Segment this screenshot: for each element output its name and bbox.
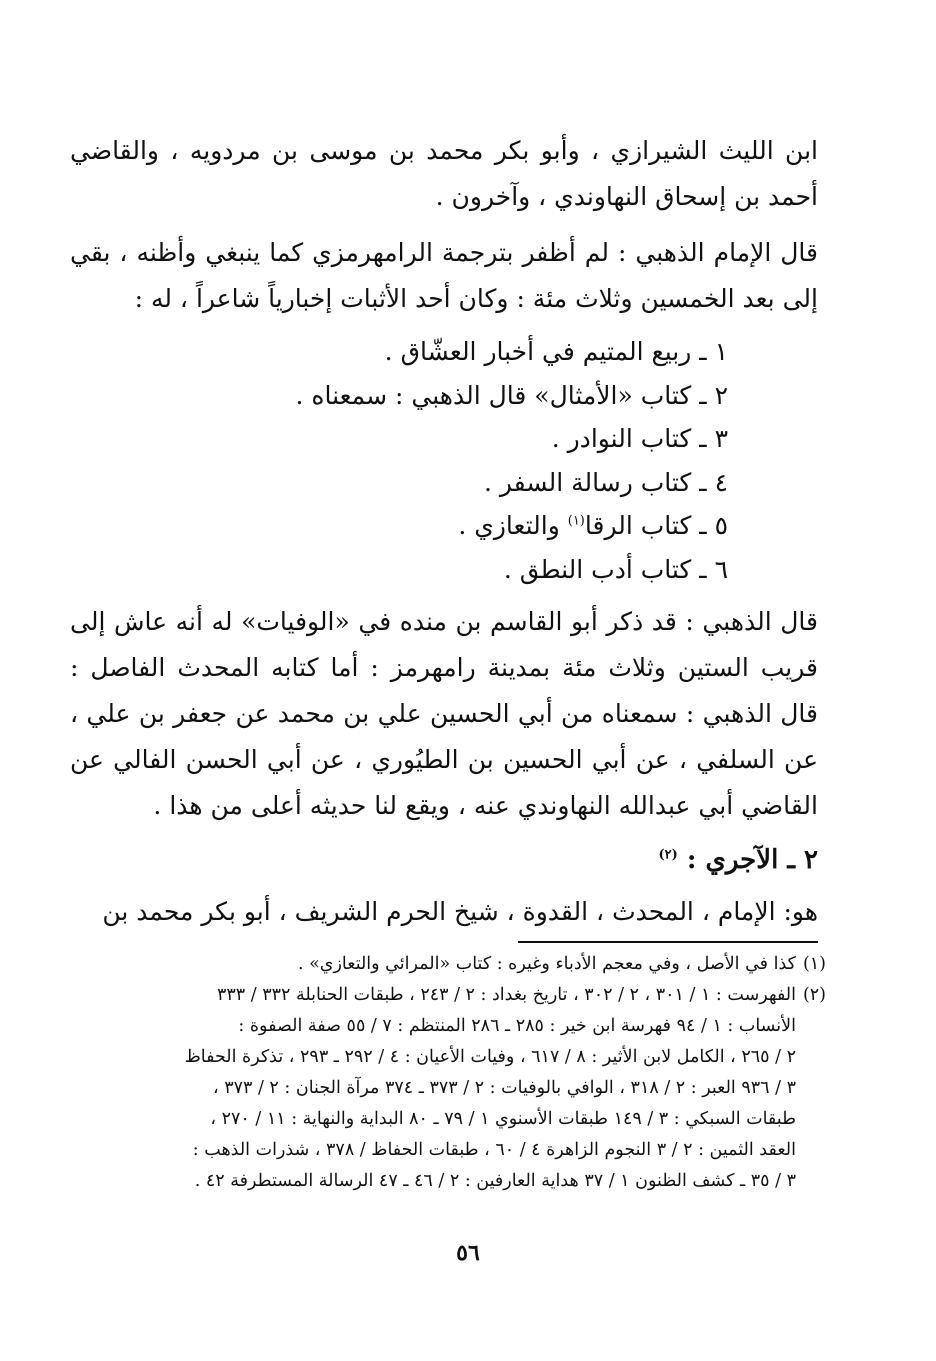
section-heading	[70, 835, 818, 885]
work-item-6: ٦ ـ كتاب أدب النطق .	[503, 554, 728, 584]
work-item-2: ٢ ـ كتاب «الأمثال» قال الذهبي : سمعناه .	[295, 380, 728, 410]
work-item-5	[70, 504, 728, 548]
footnote-text: كذا في الأصل ، وفي معجم الأدباء وغيره : كتاب «المرائي والتعازي» .	[297, 954, 796, 974]
footnotes	[70, 949, 826, 1197]
footnote-text: الفهرست : ١ / ٣٠١ ، ٢ / ٣٠٢ ، تاريخ بغداد : ٢ / ٢٤٣ ، طبقات الحنابلة ٣٣٢ / ٣٣٣	[216, 985, 796, 1005]
section-heading-text: ٢ ـ الآجري :	[686, 845, 818, 875]
work-item-3: ٣ ـ كتاب النوادر .	[551, 424, 728, 453]
footnote-2-line: ٣ / ٣٥ ـ كشف الظنون ١ / ٣٧ هداية العارفين : ٢ / ٤٦ ـ ٤٧ الرسالة المستطرفة ٤٢ .	[194, 1171, 796, 1191]
page-number: ٥٦	[456, 1240, 480, 1266]
footnote-2-line: طبقات السبكي : ٣ / ١٤٩ طبقات الأسنوي ١ / ٧٩ ـ ٨٠ البداية والنهاية : ١١ / ٢٧٠ ،	[210, 1109, 796, 1129]
main-text	[70, 128, 818, 935]
work-item-5-text: ٥ ـ كتاب الرقا	[584, 511, 728, 540]
footnote-ref-1[interactable]: (١)	[567, 513, 585, 529]
footnote-2-line: العقد الثمين : ٢ / ٣ النجوم الزاهرة ٤ / ٦٠ ، طبقات الحفاظ / ٣٧٨ ، شذرات الذهب :	[192, 1140, 796, 1160]
footnote-separator	[518, 941, 818, 943]
paragraph-1: ابن الليث الشيرازي ، وأبو بكر محمد بن موسى بن مردويه ، والقاضي أحمد بن إسحاق النهاوندي ، وآخرون .	[70, 136, 818, 211]
footnote-1	[70, 949, 826, 980]
paragraph-2: قال الإمام الذهبي : لم أظفر بترجمة الرامهرمزي كما ينبغي وأظنه ، بقي إلى بعد الخمسين وثلاث مئة : وكان أحد الأثبات إخبارياً شاعراً ، له :	[70, 238, 818, 313]
work-item-4: ٤ ـ كتاب رسالة السفر .	[483, 467, 728, 497]
footnote-number: (١)	[802, 954, 826, 974]
footnote-2	[70, 980, 826, 1011]
work-item-1: ١ ـ ربيع المتيم في أخبار العشّاق .	[384, 337, 728, 366]
footnote-2-line: ٢ / ٢٦٥ ، الكامل لابن الأثير : ٨ / ٦١٧ ، وفيات الأعيان : ٤ / ٢٩٢ ـ ٢٩٣ ، تذكرة الحفاظ	[184, 1047, 796, 1067]
footnote-number: (٢)	[802, 985, 826, 1005]
paragraph-3: قال الذهبي : قد ذكر أبو القاسم بن منده في «الوفيات» له أنه عاش إلى قريب الستين وثلاث مئة بمدينة رامهرمز : أما كتابه المحدث الفاصل : قال الذهبي : سمعناه من أبي الحسين علي بن محمد عن جعفر بن علي ، عن السلفي ، عن أبي الحسين بن الطيُوري ، عن أبي الحسن الفالي عن القاضي أبي عبدالله النهاوندي عنه ، ويقع لنا حديثه أعلى من هذا .	[70, 607, 818, 820]
footnote-2-line: الأنساب : ١ / ٩٤ فهرسة ابن خير : ٢٨٥ ـ ٢٨٦ المنتظم : ٧ / ٥٥ صفة الصفوة :	[238, 1016, 796, 1036]
footnote-ref-2[interactable]: (٢)	[658, 847, 678, 863]
works-list	[70, 330, 818, 591]
work-item-5-tail: والتعازي .	[458, 511, 568, 540]
paragraph-4: هو: الإمام ، المحدث ، القدوة ، شيخ الحرم الشريف ، أبو بكر محمد بن	[102, 897, 818, 926]
footnote-2-line: ٣ / ٩٣٦ العبر : ٢ / ٣١٨ ، الوافي بالوفيات : ٢ / ٣٧٣ ـ ٣٧٤ مرآة الجنان : ٢ / ٣٧٣ ،	[212, 1078, 796, 1098]
